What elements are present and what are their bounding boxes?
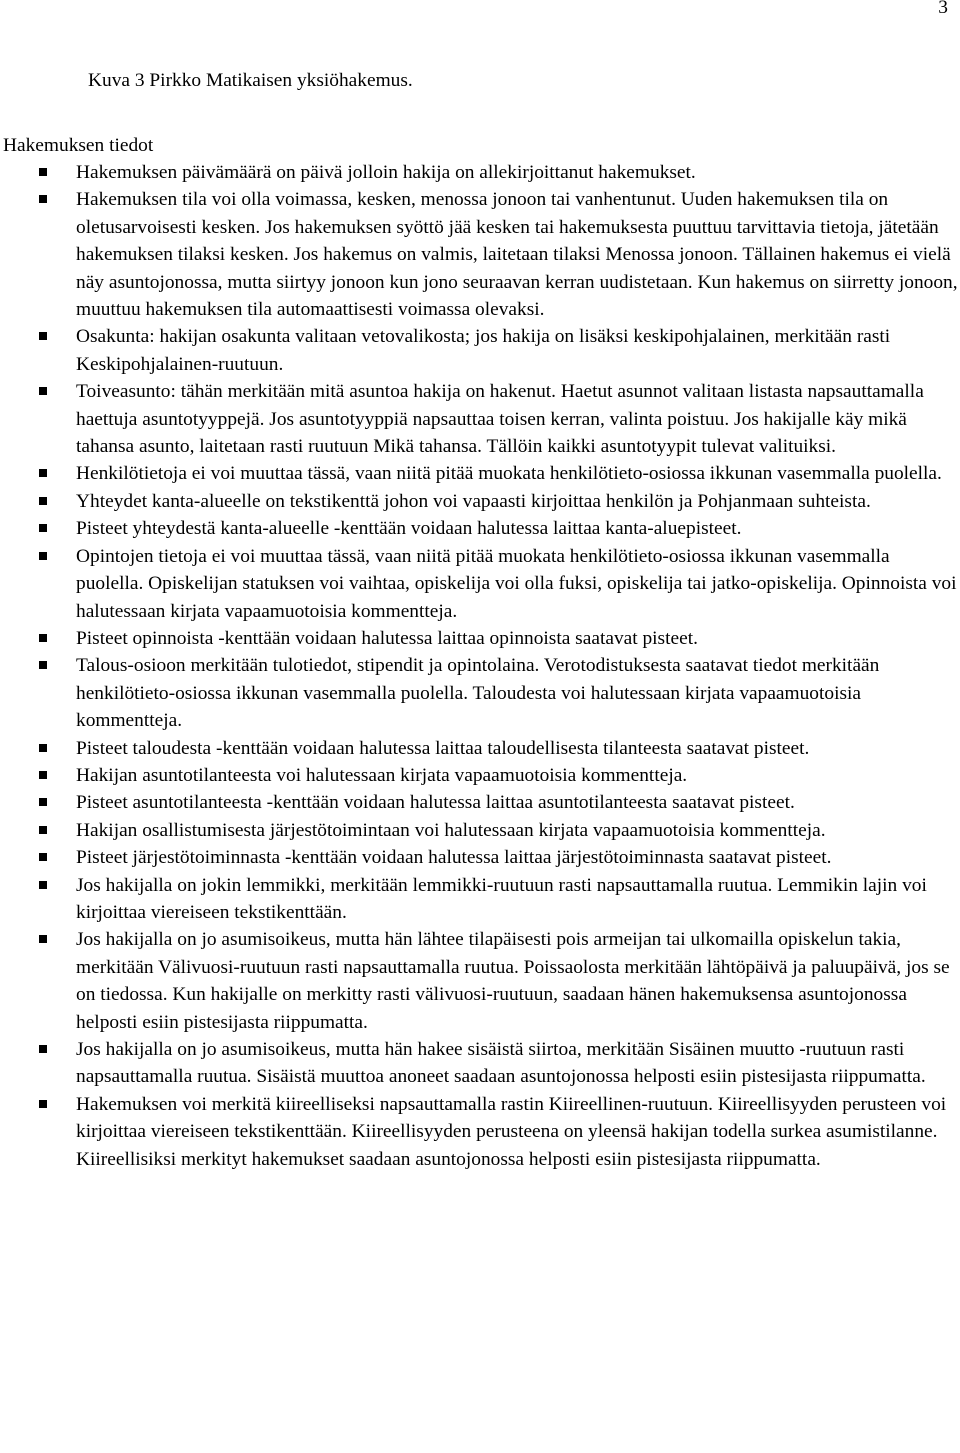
list-item xyxy=(0,789,960,816)
list-item-text: Osakunta: hakijan osakunta valitaan vetovalikosta; jos hakija on lisäksi keskipohjalainen, merkitään rasti Keskipohjalainen-ruutuun. xyxy=(76,326,891,375)
list-item-text: Jos hakijalla on jo asumisoikeus, mutta hän hakee sisäistä siirtoa, merkitään Sisäinen muutto -ruutuun rasti napsauttamalla ruutua. Sisäistä muuttoa anoneet saadaan asuntojonossa helposti esiin pistesijasta riippumatta. xyxy=(76,1039,926,1088)
list-item xyxy=(0,159,960,186)
list-item xyxy=(0,844,960,871)
list-item xyxy=(0,460,960,487)
square-bullet-icon xyxy=(39,1100,47,1108)
list-item xyxy=(0,1091,960,1173)
list-item xyxy=(0,1036,960,1091)
list-item-text: Toiveasunto: tähän merkitään mitä asuntoa hakija on hakenut. Haetut asunnot valitaan listasta napsauttamalla haettuja asuntotyyppejä. Jos asuntotyyppiä napsauttaa toisen kerran, valinta poistuu. Jos hakijalle käy mikä tahansa asunto, laitetaan rasti ruutuun Mikä tahansa. Tällöin kaikki asuntotyypit tulevat valituiksi. xyxy=(76,381,924,458)
list-item-text: Pisteet yhteydestä kanta-alueelle -kenttään voidaan halutessa laittaa kanta-aluepisteet. xyxy=(76,518,742,540)
list-item-text: Pisteet asuntotilanteesta -kenttään voidaan halutessa laittaa asuntotilanteesta saatavat pisteet. xyxy=(76,792,795,814)
list-item-text: Hakemuksen päivämäärä on päivä jolloin hakija on allekirjoittanut hakemukset. xyxy=(76,162,696,183)
list-item-text: Hakemuksen voi merkitä kiireelliseksi napsauttamalla rastin Kiireellinen-ruutuun. Kiireellisyyden perusteen voi kirjoittaa viereiseen tekstikenttään. Kiireellisyyden perusteena on yleensä hakijan todella surkea asumistilanne. Kiireellisiksi merkityt hakemukset saadaan asuntojonossa helposti esiin pistesijasta riippumatta. xyxy=(76,1093,947,1170)
square-bullet-icon xyxy=(39,771,47,779)
figure-caption: Kuva 3 Pirkko Matikaisen yksiöhakemus. xyxy=(88,70,413,91)
list-item xyxy=(0,186,960,323)
square-bullet-icon xyxy=(39,1045,47,1053)
list-item xyxy=(0,323,960,378)
list-item xyxy=(0,488,960,515)
square-bullet-icon xyxy=(39,853,47,861)
square-bullet-icon xyxy=(39,195,47,203)
list-item xyxy=(0,735,960,762)
list-item-text: Jos hakijalla on jo asumisoikeus, mutta hän lähtee tilapäisesti pois armeijan tai ulkomailla opiskelun takia, merkitään Välivuosi-ruutuun rasti napsauttamalla ruutua. Poissaolosta merkitään lähtöpäivä ja paluupäivä, jos se on tiedossa. Kun hakijalle on merkitty rasti välivuosi-ruutuun, saadaan hänen hakemuksensa asuntojonossa helposti esiin pistesijasta riippumatta. xyxy=(76,929,950,1033)
list-item-text: Pisteet opinnoista -kenttään voidaan halutessa laittaa opinnoista saatavat pisteet. xyxy=(76,627,698,649)
list-item xyxy=(0,817,960,844)
list-item xyxy=(0,515,960,542)
square-bullet-icon xyxy=(39,935,47,943)
list-item-text: Hakemuksen tila voi olla voimassa, kesken, menossa jonoon tai vanhentunut. Uuden hakemuksen tila on oletusarvoisesti kesken. Jos hakemuksen syöttö jää kesken tai hakemuksesta puuttuu tarvittavia tietoja, jätetään hakemuksen tilaksi kesken. Jos hakemus on valmis, laitetaan tilaksi Menossa jonoon. Tällainen hakemus ei vielä näy asuntojonossa, mutta siirtyy jonoon kun jono seuraavan kerran uudistetaan. Kun hakemus on siirretty jonoon, muuttuu hakemuksen tila automaattisesti voimassa olevaksi. xyxy=(76,189,958,321)
square-bullet-icon xyxy=(39,798,47,806)
list-item-text: Yhteydet kanta-alueelle on tekstikenttä johon voi vapaasti kirjoittaa henkilön ja Pohjanmaan suhteista. xyxy=(76,490,871,512)
square-bullet-icon xyxy=(39,881,47,889)
square-bullet-icon xyxy=(39,634,47,642)
list-item xyxy=(0,872,960,927)
page-number: 3 xyxy=(938,0,948,18)
square-bullet-icon xyxy=(39,552,47,560)
list-item xyxy=(0,625,960,652)
list-item xyxy=(0,543,960,625)
list-item-text: Talous-osioon merkitään tulotiedot, stipendit ja opintolaina. Verotodistuksesta saatavat tiedot merkitään henkilötieto-osiossa ikkunan vasemmalla puolella. Taloudesta voi halutessaan kirjata vapaamuotoisia kommentteja. xyxy=(76,655,880,732)
square-bullet-icon xyxy=(39,826,47,834)
list-item-text: Hakijan asuntotilanteesta voi halutessaan kirjata vapaamuotoisia kommentteja. xyxy=(76,764,688,786)
square-bullet-icon xyxy=(39,168,47,176)
list-item xyxy=(0,762,960,789)
list-item-text: Pisteet järjestötoiminnasta -kenttään voidaan halutessa laittaa järjestötoiminnasta saatavat pisteet. xyxy=(76,847,832,869)
list-item-text: Hakijan osallistumisesta järjestötoimintaan voi halutessaan kirjata vapaamuotoisia kommentteja. xyxy=(76,819,826,841)
square-bullet-icon xyxy=(39,744,47,752)
square-bullet-icon xyxy=(39,524,47,532)
square-bullet-icon xyxy=(39,469,47,477)
list-item-text: Opintojen tietoja ei voi muuttaa tässä, vaan niitä pitää muokata henkilötieto-osiossa ikkunan vasemmalla puolella. Opiskelijan statuksen voi vaihtaa, opiskelija voi olla fuksi, opiskelija tai jatko-opiskelija. Opinnoista voi halutessaan kirjata vapaamuotoisia kommentteja. xyxy=(76,545,957,622)
square-bullet-icon xyxy=(39,497,47,505)
list-item xyxy=(0,652,960,734)
list-item-text: Henkilötietoja ei voi muuttaa tässä, vaan niitä pitää muokata henkilötieto-osiossa ikkunan vasemmalla puolella. xyxy=(76,463,942,485)
list-item xyxy=(0,378,960,460)
list-item xyxy=(0,926,960,1036)
square-bullet-icon xyxy=(39,332,47,340)
square-bullet-icon xyxy=(39,387,47,395)
list-item-text: Jos hakijalla on jokin lemmikki, merkitään lemmikki-ruutuun rasti napsauttamalla ruutua. Lemmikin lajin voi kirjoittaa viereiseen tekstikenttään. xyxy=(76,874,927,923)
section-title: Hakemuksen tiedot xyxy=(3,135,154,156)
list-item-text: Pisteet taloudesta -kenttään voidaan halutessa laittaa taloudellisesta tilanteesta saatavat pisteet. xyxy=(76,737,810,759)
square-bullet-icon xyxy=(39,661,47,669)
bullet-list xyxy=(0,159,960,1173)
